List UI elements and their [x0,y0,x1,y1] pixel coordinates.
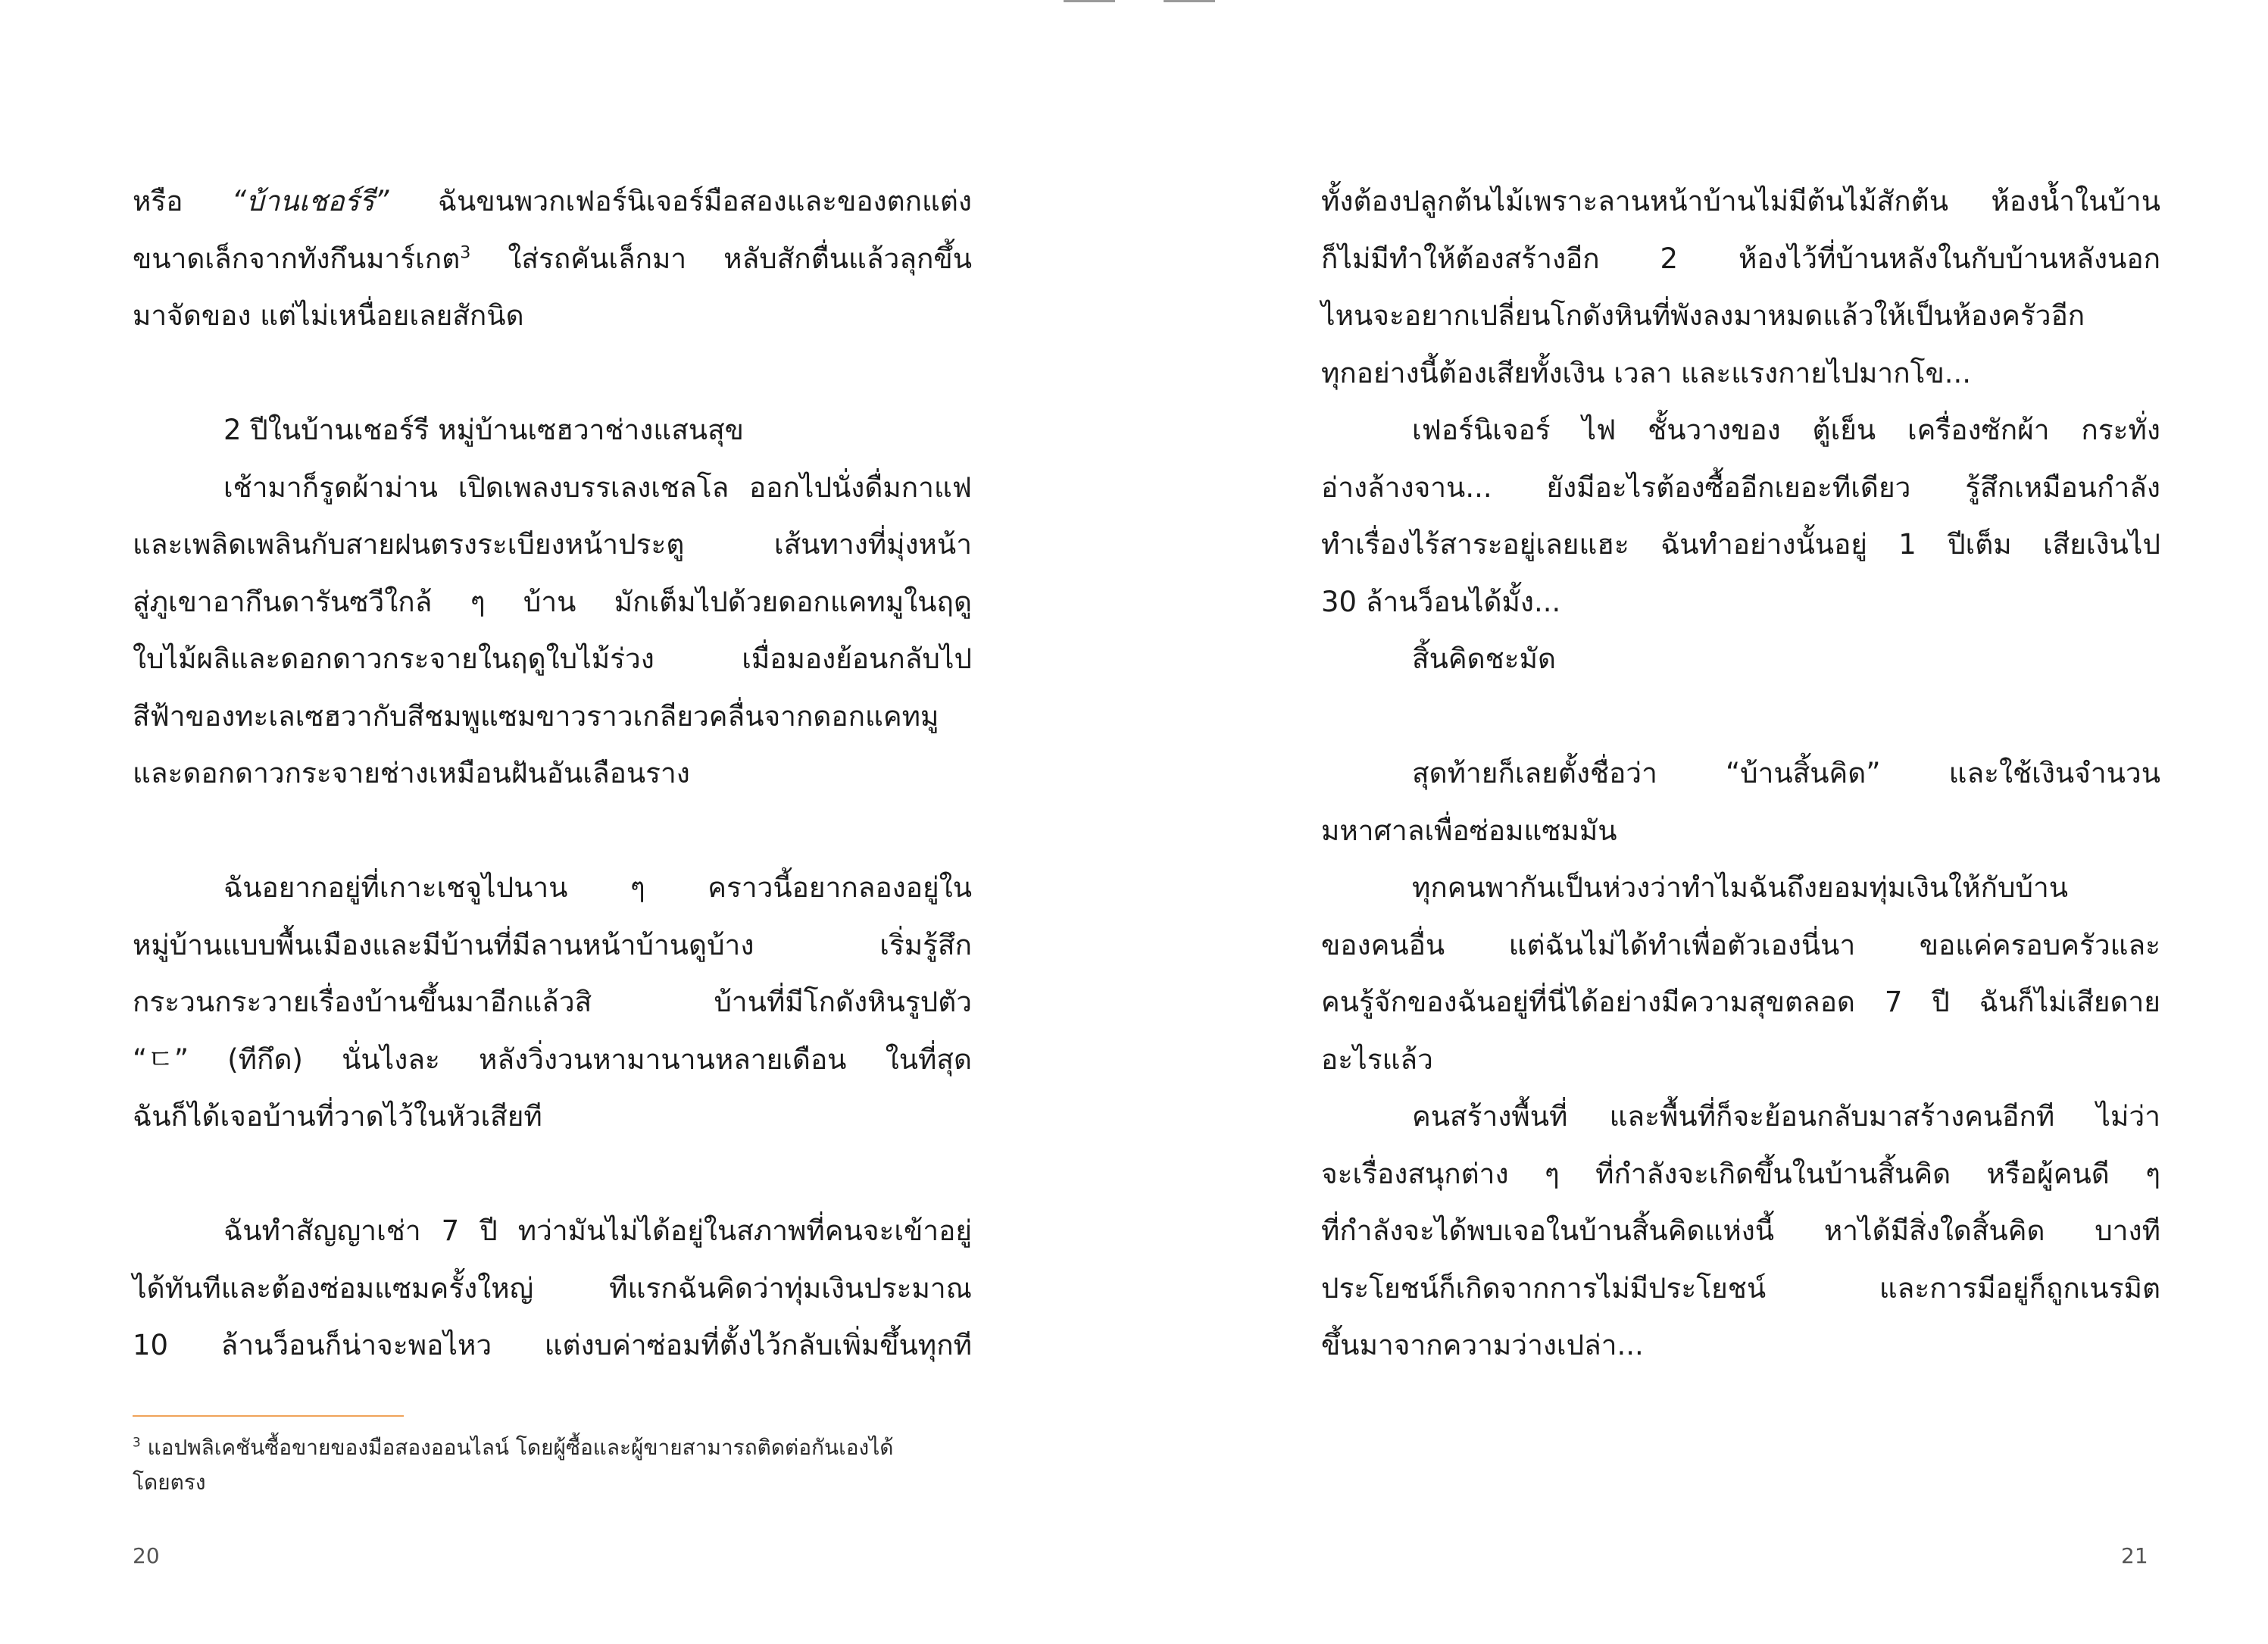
text-line: เช้ามาก็รูดผ้าม่าน เปิดเพลงบรรเลงเชลโล ออกไปนั่งดื่มกาแฟ [223,470,972,504]
text-line: หมู่บ้านแบบพื้นเมืองและมีบ้านที่มีลานหน้าบ้านดูบ้าง เริ่มรู้สึก [133,928,972,961]
text-line: ฉันอยากอยู่ที่เกาะเชจูไปนาน ๆ คราวนี้อยากลองอยู่ใน [223,871,972,904]
paragraph-gap [133,1145,972,1203]
text-line: หรือ “บ้านเชอร์รี” ฉันขนพวกเฟอร์นิเจอร์มือสองและของตกแต่ง [133,185,972,217]
text-line: ได้ทันทีและต้องซ่อมแซมครั้งใหญ่ ทีแรกฉันคิดว่าทุ่มเงินประมาณ [133,1271,972,1305]
text-line: มาจัดของ แต่ไม่เหนื่อยเลยสักนิด [133,299,524,332]
text-line: และเพลิดเพลินกับสายฝนตรงระเบียงหน้าประตู เส้นทางที่มุ่งหน้า [133,528,972,561]
text-line: ทุกคนพากันเป็นห่วงว่าทำไมฉันถึงยอมทุ่มเงินให้กับบ้าน [1412,871,2069,904]
text-line: ที่กำลังจะได้พบเจอในบ้านสิ้นคิดแห่งนี้ หาได้มีสิ่งใดสิ้นคิด บางที [1321,1214,2160,1247]
text-line: อ่างล้างจาน... ยังมีอะไรต้องซื้ออีกเยอะทีเดียว รู้สึกเหมือนกำลัง [1321,470,2160,504]
text-line: ทำเรื่องไร้สาระอยู่เลยแฮะ ฉันทำอย่างนั้นอยู่ 1 ปีเต็ม เสียเงินไป [1321,528,2160,561]
paragraph-gap [133,345,972,402]
text-line: จะเรื่องสนุกต่าง ๆ ที่กำลังจะเกิดขึ้นในบ้านสิ้นคิด หรือผู้คนดี ๆ [1321,1157,2160,1190]
footnote [133,1430,972,1500]
paragraph-gap [1321,688,2160,745]
text-line: ทุกอย่างนี้ต้องเสียทั้งเงิน เวลา และแรงกายไปมากโข... [1321,356,1972,389]
text-line: ก็ไม่มีทำให้ต้องสร้างอีก 2 ห้องไว้ที่บ้านหลังในกับบ้านหลังนอก [1321,242,2160,275]
footnote-line: โดยตรง [133,1470,206,1495]
text-line: ไหนจะอยากเปลี่ยนโกดังหินที่พังลงมาหมดแล้วให้เป็นห้องครัวอีก [1321,299,2085,332]
text-line: ขึ้นมาจากความว่างเปล่า... [1321,1329,1644,1361]
text-line: ฉันทำสัญญาเช่า 7 ปี ทว่ามันไม่ได้อยู่ในสภาพที่คนจะเข้าอยู่ [223,1214,972,1247]
text-line: คนสร้างพื้นที่ และพื้นที่ก็จะย้อนกลับมาสร้างคนอีกที ไม่ว่า [1412,1100,2160,1133]
text-line: สีฟ้าของทะเลเซฮวากับสีชมพูแซมขาวราวเกลียวคลื่นจากดอกแคทมู [133,699,939,733]
page-number-left: 20 [133,1543,160,1568]
footnote-marker: 3 [133,1434,141,1450]
top-divider-mark-right [1164,0,1215,2]
text-line: ฉันก็ได้เจอบ้านที่วาดไว้ในหัวเสียที [133,1100,542,1133]
page-number-right: 21 [2121,1543,2148,1568]
text-line: ประโยชน์ก็เกิดจากการไม่มีประโยชน์ และการมีอยู่ก็ถูกเนรมิต [1321,1271,2160,1305]
text-line: สู่ภูเขาอากึนดารันซวีใกล้ ๆ บ้าน มักเต็มไปด้วยดอกแคทมูในฤดู [133,585,972,618]
text-line: เฟอร์นิเจอร์ ไฟ ชั้นวางของ ตู้เย็น เครื่องซักผ้า กระทั่ง [1412,414,2160,446]
italic-house-name: “บ้านเชอร์รี” [231,185,389,217]
text-line: 2 ปีในบ้านเชอร์รี หมู่บ้านเซฮวาช่างแสนสุข [223,414,744,446]
text-line: สุดท้ายก็เลยตั้งชื่อว่า “บ้านสิ้นคิด” และใช้เงินจำนวน [1412,757,2160,789]
text-line: มหาศาลเพื่อซ่อมแซมมัน [1321,814,1617,847]
text-line: 30 ล้านว็อนได้มั้ง... [1321,585,1561,618]
text-line: อะไรแล้ว [1321,1042,1433,1076]
text-line: ทั้งต้องปลูกต้นไม้เพราะลานหน้าบ้านไม่มีต้นไม้สักต้น ห้องน้ำในบ้าน [1321,185,2160,217]
text-line: ขนาดเล็กจากทังกึนมาร์เกต$^3$ ใส่รถคันเล็กมา หลับสักตื่นแล้วลุกขึ้น [133,242,972,275]
text-line: กระวนกระวายเรื่องบ้านขึ้นมาอีกแล้วสิ บ้านที่มีโกดังหินรูปตัว [133,986,972,1018]
right-page-body [1321,173,2160,1374]
paragraph-gap [133,802,972,860]
text-line: ของคนอื่น แต่ฉันไม่ได้ทำเพื่อตัวเองนี่นา ขอแค่ครอบครัวและ [1321,928,2160,961]
text-line: สิ้นคิดชะมัด [1412,642,1557,675]
footnote-line: $^3$ แอปพลิเคชันซื้อขายของมือสองออนไลน์ โดยผู้ซื้อและผู้ขายสามารถติดต่อกันเองได้ [133,1434,894,1460]
text-line: 10 ล้านว็อนก็น่าจะพอไหว แต่งบค่าซ่อมที่ตั้งไว้กลับเพิ่มขึ้นทุกที [133,1329,972,1361]
text-line: ใบไม้ผลิและดอกดาวกระจายในฤดูใบไม้ร่วง เมื่อมองย้อนกลับไป [133,642,972,675]
footnote-separator [133,1415,404,1417]
top-divider-mark-left [1064,0,1115,2]
left-page-body [133,173,972,1374]
text-line: คนรู้จักของฉันอยู่ที่นี่ได้อย่างมีความสุขตลอด 7 ปี ฉันก็ไม่เสียดาย [1321,986,2160,1018]
text-line: “ㄷ” (ทีกึด) นั่นไงละ หลังวิ่งวนหามานานหลายเดือน ในที่สุด [133,1042,972,1076]
footnote-reference: 3 [460,242,471,263]
text-line: และดอกดาวกระจายช่างเหมือนฝันอันเลือนราง [133,757,690,789]
